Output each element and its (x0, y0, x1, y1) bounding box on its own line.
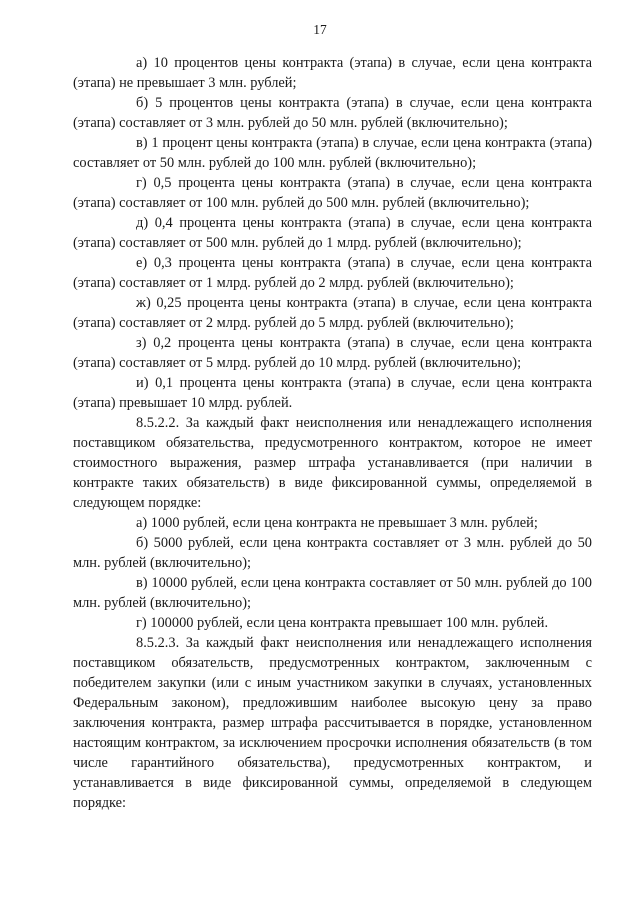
page-number: 17 (313, 22, 327, 37)
paragraph-e-0-3-percent: е) 0,3 процента цены контракта (этапа) в случае, если цена контракта (этапа) составляет от 1 млрд. рублей до 2 млрд. рублей (включительно); (73, 255, 592, 291)
paragraph-b-5-percent: б) 5 процентов цены контракта (этапа) в случае, если цена контракта (этапа) составляет от 3 млн. рублей до 50 млн. рублей (включительно); (73, 95, 592, 131)
clause-8-5-2-2: 8.5.2.2. За каждый факт неисполнения или ненадлежащего исполнения поставщиком обязательства, предусмотренного контрактом, которое не имеет стоимостного выражения, размер штрафа устанавливается (при наличии в контракте таких обязательств) в виде фиксированной суммы, определяемой в следующем порядке: (73, 415, 592, 511)
paragraph-v-1-percent: в) 1 процент цены контракта (этапа) в случае, если цена контракта (этапа) составляет от 50 млн. рублей до 100 млн. рублей (включительно); (73, 135, 592, 171)
clause-8-5-2-3: 8.5.2.3. За каждый факт неисполнения или ненадлежащего исполнения поставщиком обязательств, предусмотренных контрактом, заключенным с победителем закупки (или с иным участником закупки в случаях, установленных Федеральным законом), предложившим наиболее высокую цену за право заключения контракта, размер штрафа рассчитывается в порядке, установленном настоящим контрактом, за исключением просрочки исполнения обязательств (в том числе гарантийного обязательства), предусмотренных контрактом, и устанавливается в виде фиксированной суммы, определяемой в следующем порядке: (73, 635, 592, 811)
paragraph-i-0-1-percent: и) 0,1 процента цены контракта (этапа) в случае, если цена контракта (этапа) превышает 10 млрд. рублей. (73, 375, 592, 411)
paragraph-b-5000-rub: б) 5000 рублей, если цена контракта составляет от 3 млн. рублей до 50 млн. рублей (включительно); (73, 535, 592, 571)
paragraph-zh-0-25-percent: ж) 0,25 процента цены контракта (этапа) в случае, если цена контракта (этапа) составляет от 2 млрд. рублей до 5 млрд. рублей (включительно); (73, 295, 592, 331)
paragraph-d-0-4-percent: д) 0,4 процента цены контракта (этапа) в случае, если цена контракта (этапа) составляет от 500 млн. рублей до 1 млрд. рублей (включительно); (73, 215, 592, 251)
paragraph-a-1000-rub: а) 1000 рублей, если цена контракта не превышает 3 млн. рублей; (136, 515, 538, 531)
paragraph-v-10000-rub: в) 10000 рублей, если цена контракта составляет от 50 млн. рублей до 100 млн. рублей (включительно); (73, 575, 592, 611)
paragraph-g-100000-rub: г) 100000 рублей, если цена контракта превышает 100 млн. рублей. (136, 615, 549, 631)
paragraph-g-0-5-percent: г) 0,5 процента цены контракта (этапа) в случае, если цена контракта (этапа) составляет от 100 млн. рублей до 500 млн. рублей (включительно); (73, 175, 592, 211)
document-body (73, 53, 592, 813)
paragraph-a-10-percent: а) 10 процентов цены контракта (этапа) в случае, если цена контракта (этапа) не превышает 3 млн. рублей; (73, 55, 592, 91)
paragraph-z-0-2-percent: з) 0,2 процента цены контракта (этапа) в случае, если цена контракта (этапа) составляет от 5 млрд. рублей до 10 млрд. рублей (включительно); (73, 335, 592, 371)
